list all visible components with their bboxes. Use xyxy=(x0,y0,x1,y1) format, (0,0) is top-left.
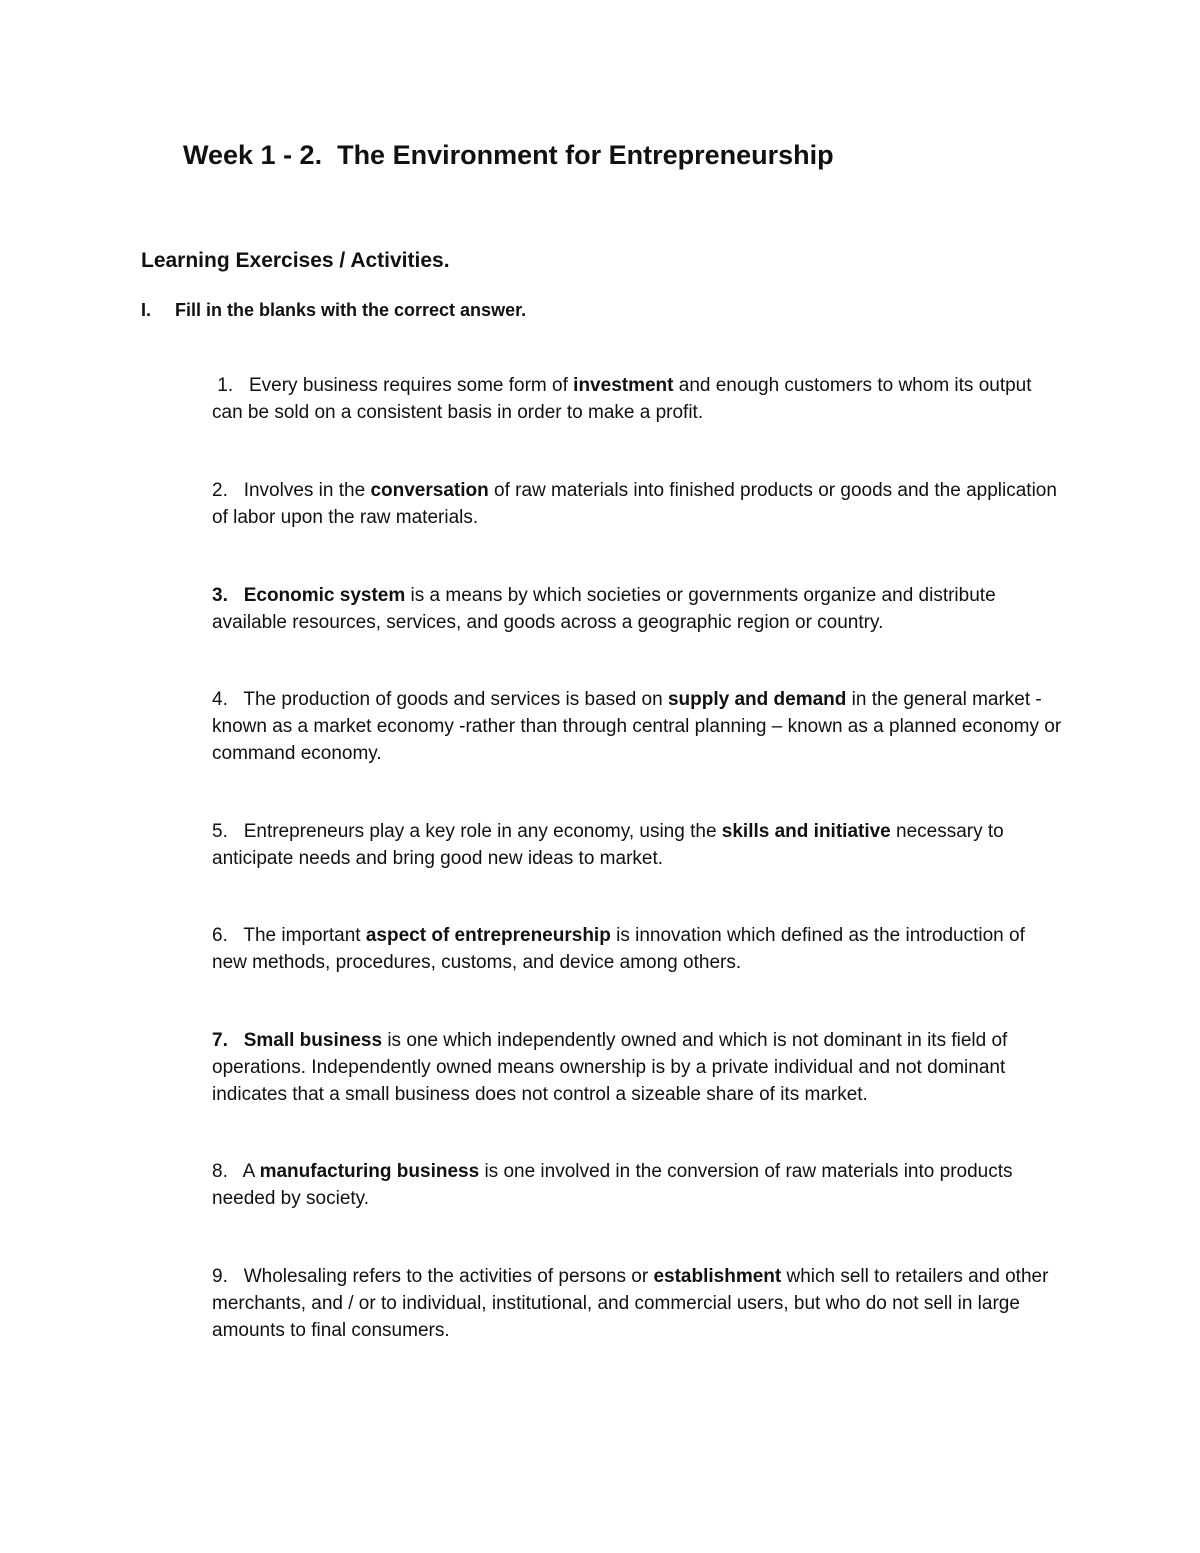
question-answer: aspect of entrepreneurship xyxy=(365,925,611,946)
question-number: 7. xyxy=(212,1030,228,1051)
question-text-after: of raw materials into finished products or goods and the application of labor upon the raw materials. xyxy=(212,480,1057,528)
question-item xyxy=(212,922,1062,976)
question-text-before: The important xyxy=(243,925,366,946)
question-text-after: is one which independently owned and which is not dominant in its field of operations. Independently owned means ownership is by a private individual and not dominant indicates that a small business does not control a sizeable share of its market. xyxy=(212,1030,1008,1105)
question-number: 4. xyxy=(212,689,228,710)
question-answer: establishment xyxy=(653,1266,782,1287)
question-text-after: which sell to retailers and other merchants, and / or to individual, institutional, and commercial users, but who do not sell in large amounts to final consumers. xyxy=(212,1266,1049,1341)
question-number: 8. xyxy=(212,1161,228,1182)
question-answer: investment xyxy=(573,375,674,396)
question-text-before: A xyxy=(242,1161,260,1182)
question-text-after: is innovation which defined as the introduction of new methods, procedures, customs, and device among others. xyxy=(212,925,1025,973)
question-text-after: and enough customers to whom its output can be sold on a consistent basis in order to make a profit. xyxy=(212,375,1032,423)
question-number: 3. xyxy=(212,585,228,606)
question-text-before: The production of goods and services is based on xyxy=(243,689,668,710)
question-number: 1. xyxy=(217,375,234,396)
instruction-text: Fill in the blanks with the correct answer. xyxy=(175,300,527,320)
question-item xyxy=(212,372,1062,426)
question-number: 5. xyxy=(212,821,228,842)
question-answer: Small business xyxy=(243,1030,383,1051)
question-item xyxy=(212,1263,1062,1344)
question-text-after: necessary to anticipate needs and bring good new ideas to market. xyxy=(212,821,1004,869)
section-heading: Learning Exercises / Activities. xyxy=(141,249,450,272)
question-answer: skills and initiative xyxy=(721,821,891,842)
instruction-numeral: I. xyxy=(141,300,152,320)
question-item xyxy=(212,1158,1062,1212)
question-answer: conversation xyxy=(370,480,489,501)
document-title: Week 1 - 2. The Environment for Entrepreneurship xyxy=(183,140,834,170)
question-number: 9. xyxy=(212,1266,228,1287)
instruction xyxy=(141,300,526,321)
question-text-before: Entrepreneurs play a key role in any economy, using the xyxy=(243,821,722,842)
question-item xyxy=(212,582,1062,636)
question-number: 2. xyxy=(212,480,228,501)
question-text-after: is one involved in the conversion of raw materials into products needed by society. xyxy=(212,1161,1013,1209)
question-text-after: in the general market - known as a market economy -rather than through central planning – known as a planned economy or command economy. xyxy=(212,689,1062,764)
question-text-before: Involves in the xyxy=(243,480,371,501)
question-answer: supply and demand xyxy=(667,689,847,710)
question-number: 6. xyxy=(212,925,228,946)
question-item xyxy=(212,818,1062,872)
question-text-after: is a means by which societies or governments organize and distribute available resources, services, and goods across a geographic region or country. xyxy=(212,585,996,633)
question-text-before: Every business requires some form of xyxy=(248,375,574,396)
question-item xyxy=(212,477,1062,531)
question-item xyxy=(212,1027,1062,1108)
question-item xyxy=(212,686,1062,767)
question-answer: Economic system xyxy=(243,585,406,606)
question-answer: manufacturing business xyxy=(259,1161,480,1182)
question-text-before: Wholesaling refers to the activities of persons or xyxy=(243,1266,654,1287)
